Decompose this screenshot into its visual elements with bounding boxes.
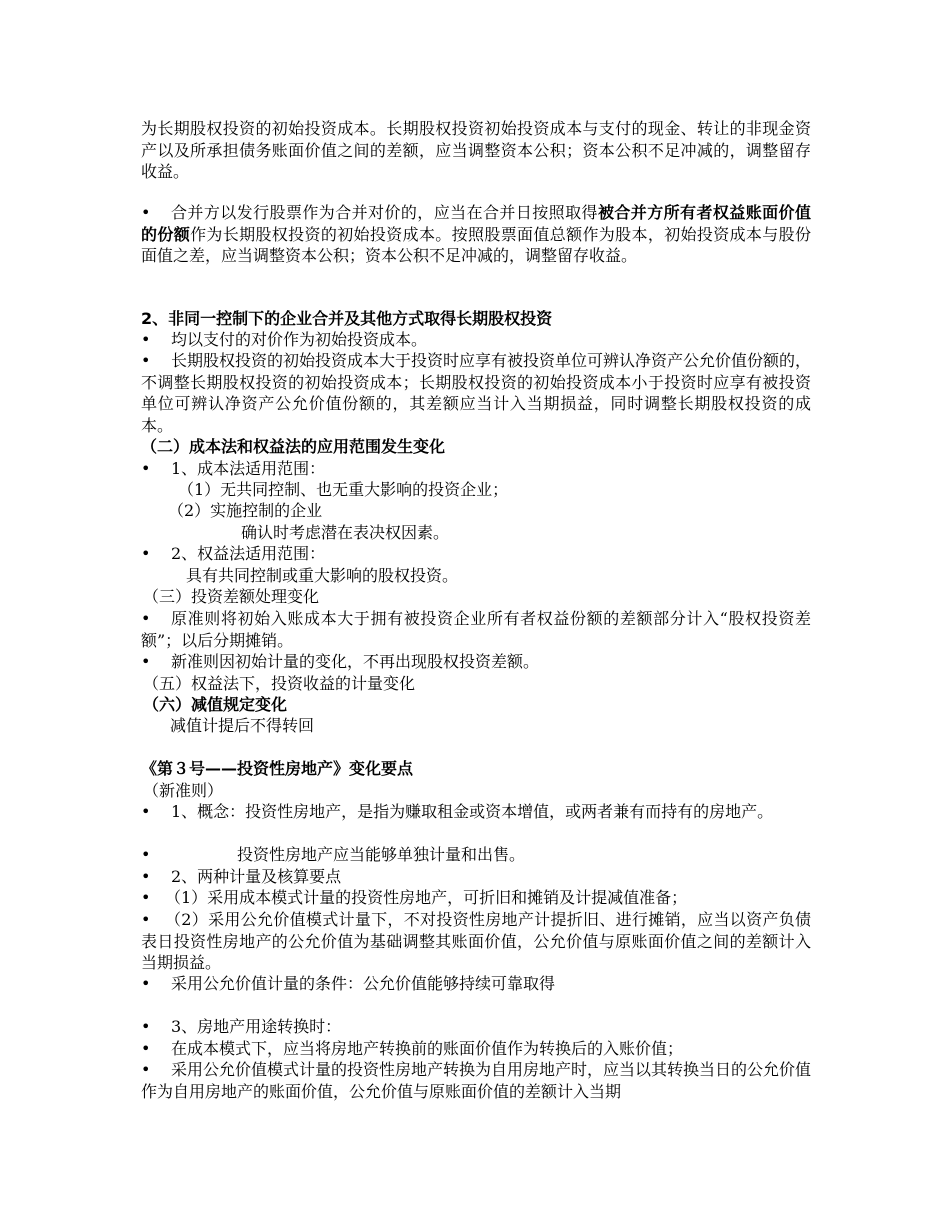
bullet-paragraph: [141, 608, 811, 651]
bullet-paragraph: [141, 651, 811, 673]
bullet-paragraph: [141, 1016, 811, 1038]
bullet: •: [141, 459, 151, 478]
bullet: •: [141, 609, 151, 628]
text: 投资性房地产应当能够单独计量和出售。: [237, 845, 526, 864]
bullet-paragraph: [141, 458, 811, 480]
text: 采用公允价值计量的条件：公允价值能够持续可靠取得: [171, 974, 556, 993]
bullet: •: [141, 845, 151, 864]
section-heading: （二）成本法和权益法的应用范围发生变化: [141, 437, 446, 456]
bullet: •: [141, 1017, 151, 1036]
text: 在成本模式下，应当将房地产转换前的账面价值作为转换后的入账价值；: [171, 1039, 684, 1058]
bullet-paragraph: [141, 801, 811, 823]
section-heading: 2、非同一控制下的企业合并及其他方式取得长期股权投资: [141, 309, 553, 328]
bullet-paragraph: [141, 866, 811, 888]
text: 1、成本法适用范围：: [171, 459, 326, 478]
text: 均以支付的对价作为初始投资成本。: [171, 330, 428, 349]
text: 作为长期股权投资的初始投资成本。按照股票面值总额作为股本，初始投资成本与股份面值之差，应当调整资本公积；资本公积不足冲减的，调整留存收益。: [141, 224, 811, 265]
text: 2、两种计量及核算要点: [171, 867, 342, 886]
bullet-paragraph: [141, 329, 811, 351]
heading: （三）投资差额处理变化: [143, 587, 320, 606]
bullet: •: [141, 1039, 151, 1058]
bullet: •: [141, 652, 151, 671]
text: 采用公允价值模式计量的投资性房地产转换为自用房地产时，应当以其转换当日的公允价值作为自用房地产的账面价值，公允价值与原账面价值的差额计入当期: [141, 1060, 811, 1101]
bullet: •: [141, 867, 151, 886]
text: 原准则将初始入账成本大于拥有被投资企业所有者权益份额的差额部分计入“股权投资差额”；以后分期摊销。: [141, 609, 811, 650]
bullet-paragraph: [141, 350, 811, 436]
text: 合并方以发行股票作为合并对价的，应当在合并日按照取得: [171, 203, 598, 222]
bullet: •: [141, 910, 151, 929]
section-heading: （六）减值规定变化: [143, 695, 288, 714]
bullet-paragraph: [141, 973, 811, 995]
bold-text: 被合并方所有者权益账面价值的份额: [141, 203, 811, 244]
text: 3、房地产用途转换时：: [171, 1017, 342, 1036]
bullet: •: [141, 203, 151, 222]
bullet-paragraph: [141, 887, 811, 909]
bullet: •: [141, 974, 151, 993]
bullet-paragraph: [141, 543, 811, 565]
sub-item: （1）无共同控制、也无重大影响的投资企业；: [178, 480, 509, 499]
sub-item: 确认时考虑潜在表决权因素。: [241, 523, 450, 542]
text: （2）采用公允价值模式计量下，不对投资性房地产计提折旧、进行摊销，应当以资产负债表日投资性房地产的公允价值为基础调整其账面价值，公允价值与原账面价值之间的差额计入当期损益。: [141, 910, 811, 972]
bullet: •: [141, 544, 151, 563]
bullet: •: [141, 888, 151, 907]
bullet-paragraph: [141, 1038, 811, 1060]
text: 新准则因初始计量的变化，不再出现股权投资差额。: [171, 652, 540, 671]
bullet-paragraph: [141, 844, 811, 866]
bullet-paragraph: [141, 909, 811, 974]
chapter-heading: 《第３号——投资性房地产》变化要点: [141, 759, 414, 778]
text: 1、概念：投资性房地产，是指为赚取租金或资本增值，或两者兼有而持有的房地产。: [171, 802, 774, 821]
text: 长期股权投资的初始投资成本大于投资时应享有被投资单位可辨认净资产公允价值份额的，不调整长期股权投资的初始投资成本；长期股权投资的初始投资成本小于投资时应享有被投资单位可辨认净资产公允价值份额的，其差额应当计入当期损益，同时调整长期股权投资的成本。: [141, 351, 812, 435]
text: 2、权益法适用范围：: [171, 544, 326, 563]
sub-item: 减值计提后不得转回: [170, 716, 315, 735]
bullet-paragraph: [141, 1059, 811, 1123]
heading: （新准则）: [143, 781, 224, 800]
text: （1）采用成本模式计量的投资性房地产，可折旧和摊销及计提减值准备；: [165, 888, 688, 907]
bullet: •: [141, 1060, 151, 1079]
bullet-paragraph: [141, 202, 811, 267]
heading: （五）权益法下，投资收益的计量变化: [143, 674, 416, 693]
paragraph: 为长期股权投资的初始投资成本。长期股权投资初始投资成本与支付的现金、转让的非现金资产以及所承担债务账面价值之间的差额，应当调整资本公积；资本公积不足冲减的，调整留存收益。: [141, 119, 811, 181]
bullet: •: [141, 330, 151, 349]
bullet: •: [141, 351, 151, 370]
sub-item: （2）实施控制的企业: [168, 501, 323, 520]
bullet: •: [141, 802, 151, 821]
sub-item: 具有共同控制或重大影响的股权投资。: [186, 566, 459, 585]
